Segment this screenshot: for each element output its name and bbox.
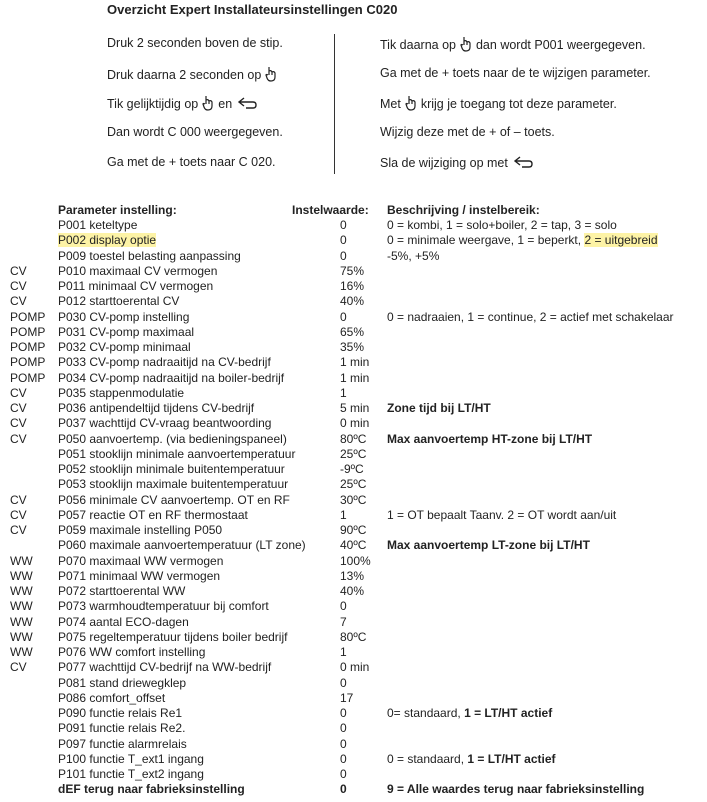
return-arrow-icon — [512, 155, 534, 172]
row-category: POMP — [10, 355, 46, 370]
table-row — [0, 493, 707, 508]
table-row — [0, 737, 707, 752]
hand-pointer-icon — [265, 66, 277, 85]
table-row — [0, 508, 707, 523]
row-category: POMP — [10, 370, 46, 385]
instruction-text: dan wordt P001 weergegeven. — [475, 37, 646, 52]
table-row — [0, 325, 707, 340]
instructions_left-instruction — [107, 36, 283, 50]
row-value: 0 — [340, 767, 347, 781]
row-parameter: P033 CV-pomp nadraaitijd na CV-bedrijf — [58, 355, 271, 370]
instruction-text: Druk daarna 2 seconden op — [107, 67, 262, 82]
row-parameter: P010 maximaal CV vermogen — [58, 263, 218, 278]
table-row — [0, 447, 707, 462]
row-parameter: P101 functie T_ext2 ingang — [58, 767, 204, 781]
highlighted-text: 2 = uitgebreid — [584, 233, 658, 248]
instructions_left-instruction — [107, 66, 281, 85]
row-parameter: P056 minimale CV aanvoertemp. OT en RF — [58, 492, 290, 507]
bold-text: 1 = LT/HT actief — [467, 751, 556, 766]
row-value: 13% — [340, 568, 365, 583]
row-parameter: P030 CV-pomp instelling — [58, 309, 190, 324]
row-category: POMP — [10, 309, 46, 324]
row-value: 5 min — [340, 401, 370, 415]
table-row — [0, 416, 707, 431]
row-value: 1 — [340, 507, 347, 522]
row-category: CV — [10, 523, 27, 537]
table-row — [0, 676, 707, 691]
table-row — [0, 538, 707, 553]
row-value: 16% — [340, 279, 365, 293]
row-parameter: P090 functie relais Re1 — [58, 706, 183, 720]
row-parameter: P075 regeltemperatuur tijdens boiler bedrijf — [58, 629, 288, 644]
row-category: WW — [10, 553, 33, 568]
table-row — [0, 462, 707, 477]
row-category: CV — [10, 263, 27, 278]
table-row — [0, 645, 707, 660]
row-value: 0 — [340, 233, 347, 248]
row-parameter: P031 CV-pomp maximaal — [58, 324, 195, 339]
instruction-text: Ga met de + toets naar C 020. — [107, 155, 276, 169]
hand-pointer-icon — [202, 95, 214, 114]
instructions_left-instruction — [107, 125, 283, 139]
instructions_right-instruction — [380, 95, 617, 114]
row-value: 80ºC — [340, 431, 367, 446]
row-value: 0 min — [340, 416, 370, 431]
row-category: POMP — [10, 324, 46, 339]
row-value: 0 — [340, 309, 347, 324]
instruction-text: krijg je toegang tot deze parameter. — [420, 96, 617, 111]
header-parameter: Parameter instelling: — [58, 203, 177, 217]
instruction-text: Druk 2 seconden boven de stip. — [107, 36, 283, 50]
row-description: Zone tijd bij LT/HT — [387, 401, 491, 415]
row-value: 100% — [340, 553, 371, 568]
row-description: Max aanvoertemp HT-zone bij LT/HT — [387, 431, 593, 446]
row-parameter: P070 maximaal WW vermogen — [58, 553, 224, 568]
row-parameter: P032 CV-pomp minimaal — [58, 340, 191, 354]
row-description: 0 = standaard, 1 = LT/HT actief — [387, 751, 556, 766]
row-description: 0 = nadraaien, 1 = continue, 2 = actief met schakelaar — [387, 309, 674, 324]
row-value: 35% — [340, 340, 365, 354]
table-row — [0, 767, 707, 782]
table-row — [0, 569, 707, 584]
instructions_left-instruction — [107, 95, 262, 114]
row-parameter: P036 antipendeltijd tijdens CV-bedrijf — [58, 401, 255, 415]
row-value: 0 min — [340, 660, 370, 675]
table-row — [0, 279, 707, 294]
instruction-text: en — [218, 96, 233, 111]
table-row — [0, 721, 707, 736]
instructions_right-instruction — [380, 36, 646, 55]
page-title: Overzicht Expert Installateursinstellingen C020 — [107, 2, 398, 17]
header-description: Beschrijving / instelbereik: — [387, 203, 540, 217]
row-parameter: P091 functie relais Re2. — [58, 721, 186, 736]
row-parameter: P071 minimaal WW vermogen — [58, 568, 221, 583]
table-row — [0, 233, 707, 248]
row-value: 40% — [340, 294, 365, 309]
row-category: POMP — [10, 340, 46, 354]
hand-pointer-icon — [405, 95, 417, 114]
row-value: 40ºC — [340, 538, 367, 553]
row-parameter: P012 starttoerental CV — [58, 294, 180, 309]
table-row — [0, 340, 707, 355]
row-parameter: P051 stooklijn minimale aanvoertemperatuur — [58, 446, 296, 461]
row-category: CV — [10, 431, 27, 446]
row-category: WW — [10, 645, 33, 659]
row-value: -9ºC — [340, 462, 364, 476]
table-row — [0, 294, 707, 309]
row-parameter: P034 CV-pomp nadraaitijd na boiler-bedrijf — [58, 370, 285, 385]
row-category: WW — [10, 584, 33, 598]
row-value: 65% — [340, 324, 365, 339]
row-parameter: P073 warmhoudtemperatuur bij comfort — [58, 599, 269, 614]
row-category: CV — [10, 492, 27, 507]
row-category: WW — [10, 599, 33, 614]
return-arrow-icon — [236, 96, 258, 113]
row-parameter: dEF terug naar fabrieksinstelling — [58, 782, 245, 797]
row-description: Max aanvoertemp LT-zone bij LT/HT — [387, 538, 590, 553]
row-value: 7 — [340, 614, 347, 629]
table-row — [0, 401, 707, 416]
row-parameter: P097 functie alarmrelais — [58, 736, 187, 751]
row-parameter: P100 functie T_ext1 ingang — [58, 751, 204, 766]
table-row — [0, 432, 707, 447]
row-value: 25ºC — [340, 477, 367, 492]
table-row — [0, 630, 707, 645]
row-value: 0 — [340, 218, 347, 232]
row-category: WW — [10, 568, 33, 583]
row-value: 1 — [340, 645, 347, 659]
instructions_right-instruction — [380, 125, 555, 139]
row-parameter: P057 reactie OT en RF thermostaat — [58, 507, 248, 522]
row-parameter: P011 minimaal CV vermogen — [58, 279, 214, 293]
row-value: 0 — [340, 675, 347, 690]
row-description: 1 = OT bepaalt Taanv. 2 = OT wordt aan/uit — [387, 507, 617, 522]
row-category: CV — [10, 294, 27, 309]
row-parameter: P077 wachttijd CV-bedrijf na WW-bedrijf — [58, 660, 272, 675]
row-value: 40% — [340, 584, 365, 598]
row-value: 90ºC — [340, 523, 367, 537]
row-value: 75% — [340, 263, 365, 278]
table-row — [0, 660, 707, 675]
row-value: 0 — [340, 736, 347, 751]
row-value: 17 — [340, 690, 354, 705]
hand-pointer-icon — [460, 36, 472, 55]
row-parameter: P060 maximale aanvoertemperatuur (LT zone) — [58, 538, 306, 553]
table-row — [0, 249, 707, 264]
instructions_right-instruction — [380, 66, 651, 80]
row-parameter: P074 aantal ECO-dagen — [58, 614, 189, 629]
instruction-text: Tik gelijktijdig op — [107, 96, 199, 111]
row-value: 1 min — [340, 355, 370, 370]
instruction-text: Tik daarna op — [380, 37, 456, 52]
row-parameter: P053 stooklijn maximale buitentemperatuur — [58, 477, 289, 492]
row-parameter: P076 WW comfort instelling — [58, 645, 206, 659]
row-category: CV — [10, 416, 27, 431]
row-value: 0 — [340, 751, 347, 766]
bold-text: 1 = LT/HT actief — [464, 706, 553, 720]
header-value: Instelwaarde: — [292, 203, 369, 217]
table-row — [0, 782, 707, 797]
row-description: 0= standaard, 1 = LT/HT actief — [387, 706, 553, 720]
table-row — [0, 310, 707, 325]
row-category: WW — [10, 614, 33, 629]
row-value: 1 — [340, 385, 347, 400]
table-row — [0, 523, 707, 538]
instructions_left-instruction — [107, 155, 276, 169]
row-description: 9 = Alle waardes terug naar fabrieksinstelling — [387, 782, 645, 797]
table-row — [0, 264, 707, 279]
instruction-text: Wijzig deze met de + of – toets. — [380, 125, 555, 139]
instruction-text: Sla de wijziging op met — [380, 155, 508, 170]
table-row — [0, 706, 707, 721]
row-category: CV — [10, 401, 27, 415]
row-parameter: P001 keteltype — [58, 218, 138, 232]
row-category: CV — [10, 279, 27, 293]
table-row — [0, 386, 707, 401]
row-category: CV — [10, 660, 27, 675]
column-divider — [334, 34, 335, 174]
row-parameter: P050 aanvoertemp. (via bedieningspaneel) — [58, 431, 287, 446]
row-parameter: P059 maximale instelling P050 — [58, 523, 223, 537]
table-row — [0, 599, 707, 614]
row-parameter: P035 stappenmodulatie — [58, 385, 185, 400]
table-row — [0, 752, 707, 767]
row-description: -5%, +5% — [387, 248, 440, 263]
table-row — [0, 691, 707, 706]
table-row — [0, 477, 707, 492]
table-row — [0, 554, 707, 569]
row-description: 0 = minimale weergave, 1 = beperkt, 2 = uitgebreid — [387, 233, 658, 248]
row-parameter: P052 stooklijn minimale buitentemperatuur — [58, 462, 285, 476]
instructions_right-instruction — [380, 155, 538, 172]
instruction-text: Met — [380, 96, 401, 111]
row-value: 25ºC — [340, 446, 367, 461]
row-value: 80ºC — [340, 629, 367, 644]
table-row — [0, 584, 707, 599]
row-parameter: P081 stand driewegklep — [58, 675, 187, 690]
row-parameter: P072 starttoerental WW — [58, 584, 186, 598]
row-value: 0 — [340, 248, 347, 263]
table-row — [0, 355, 707, 370]
row-value: 1 min — [340, 370, 370, 385]
row-value: 30ºC — [340, 492, 367, 507]
row-description: 0 = kombi, 1 = solo+boiler, 2 = tap, 3 = solo — [387, 218, 617, 232]
row-value: 0 — [340, 721, 347, 736]
row-value: 0 — [340, 782, 347, 797]
row-category: CV — [10, 507, 27, 522]
table-row — [0, 371, 707, 386]
row-parameter: P009 toestel belasting aanpassing — [58, 248, 241, 263]
instruction-text: Ga met de + toets naar de te wijzigen parameter. — [380, 66, 651, 80]
row-parameter: P037 wachttijd CV-vraag beantwoording — [58, 416, 272, 431]
row-value: 0 — [340, 706, 347, 720]
row-category: WW — [10, 629, 33, 644]
table-row — [0, 218, 707, 233]
row-category: CV — [10, 385, 27, 400]
row-parameter: P002 display optie — [58, 233, 157, 248]
instruction-text: Dan wordt C 000 weergegeven. — [107, 125, 283, 139]
row-value: 0 — [340, 599, 347, 614]
row-parameter: P086 comfort_offset — [58, 690, 166, 705]
table-row — [0, 615, 707, 630]
